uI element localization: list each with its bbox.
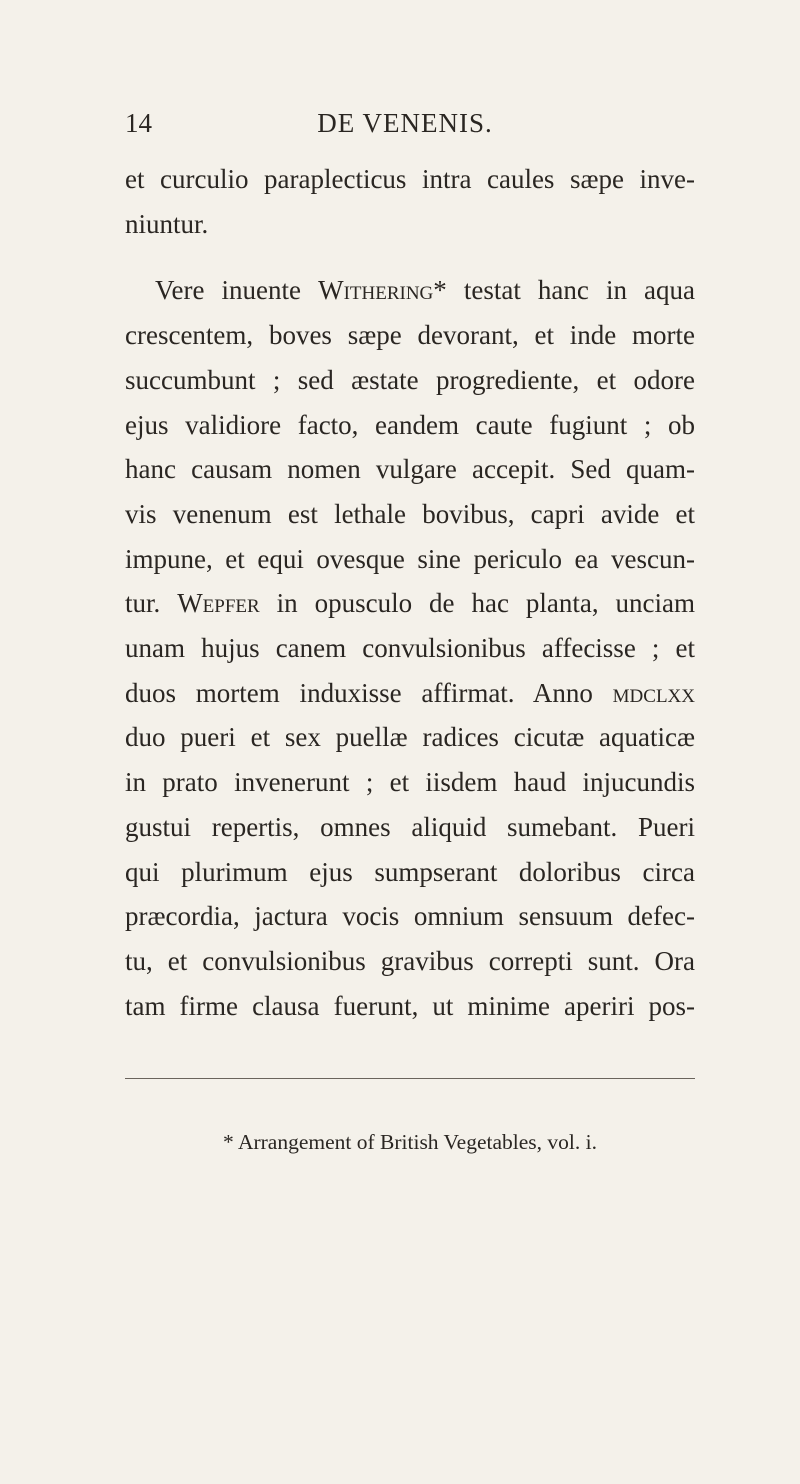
text-line [125, 671, 695, 716]
text-line: gustui repertis, omnes aliquid sumebant. Pueri [125, 811, 695, 842]
year-numeral: mdclxx [612, 677, 695, 708]
running-head: DE VENENIS. [317, 108, 493, 138]
text-line: unam hujus canem convulsionibus affecisse ; et [125, 633, 695, 664]
text-line: qui plurimum ejus sumpserant doloribus circa [125, 856, 695, 887]
text-line: impune, et equi ovesque sine periculo ea vescun- [125, 543, 695, 574]
author-name-withering: Withering [318, 275, 434, 306]
text-fragment: duos mortem induxisse affirmat. Anno [125, 677, 613, 708]
text-line: crescentem, boves sæpe devorant, et inde morte [125, 320, 695, 351]
text-line: præcordia, jactura vocis omnium sensuum defec- [125, 901, 695, 932]
author-name-wepfer: Wepfer [177, 588, 260, 619]
text-line: succumbunt ; sed æstate progrediente, et odore [125, 364, 695, 395]
body-text [125, 157, 695, 1028]
page-number: 14 [125, 108, 152, 138]
text-fragment: testat hanc in aqua [446, 275, 695, 306]
paragraph-gap [125, 246, 695, 268]
text-line: vis venenum est lethale bovibus, capri avide et [125, 498, 695, 529]
text-line [125, 268, 695, 313]
text-line: niuntur. [125, 208, 209, 239]
text-line: duo pueri et sex puellæ radices cicutæ aquaticæ [125, 722, 695, 753]
text-line: in prato invenerunt ; et iisdem haud injucundis [125, 767, 695, 798]
footnote-divider [125, 1078, 695, 1079]
text-line: tam firme clausa fuerunt, ut minime aperiri pos- [125, 990, 695, 1021]
text-line: tu, et convulsionibus gravibus correpti sunt. Ora [125, 945, 695, 976]
text-line: ejus validiore facto, eandem caute fugiunt ; ob [125, 409, 695, 440]
footnote: * Arrangement of British Vegetables, vol. i. [223, 1130, 597, 1154]
footnote-reference-mark: * [433, 275, 447, 306]
text-line: hanc causam nomen vulgare accepit. Sed quam- [125, 454, 695, 485]
text-fragment: tur. [125, 588, 178, 619]
text-line [125, 581, 695, 626]
page-header [125, 108, 685, 148]
text-line: et curculio paraplecticus intra caules sæpe inve- [125, 164, 695, 194]
text-fragment: Vere inuente [155, 275, 319, 306]
text-fragment: in opusculo de hac planta, unciam [259, 588, 695, 619]
